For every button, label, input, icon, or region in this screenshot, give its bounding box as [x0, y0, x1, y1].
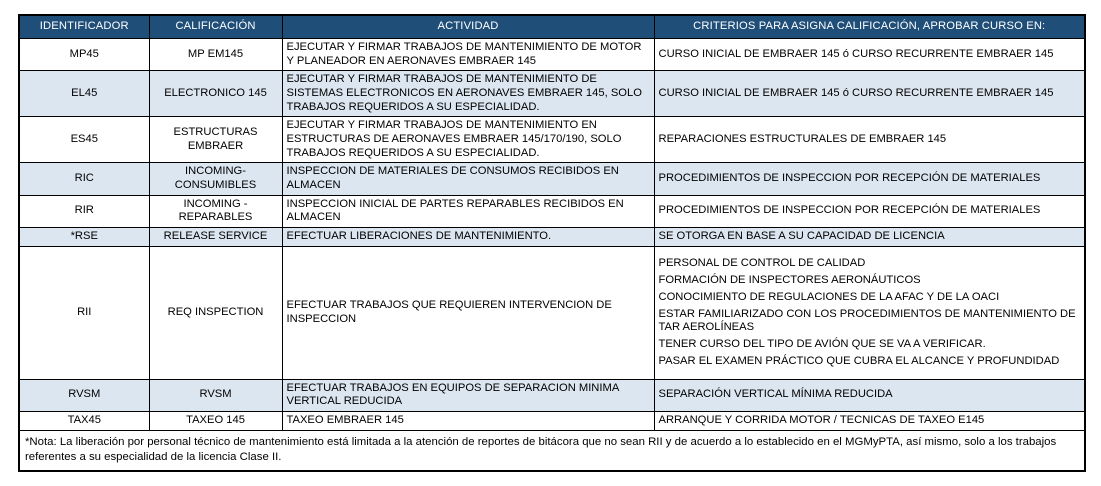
cell-calificacion: RELEASE SERVICE	[149, 227, 282, 246]
table-header	[19, 15, 1085, 39]
cell-actividad: EJECUTAR Y FIRMAR TRABAJOS DE MANTENIMIENTO DE MOTOR Y PLANEADOR EN AERONAVES EMBRAER 145	[282, 39, 654, 71]
cell-identificador: RIC	[19, 163, 149, 195]
cell-actividad: EJECUTAR Y FIRMAR TRABAJOS DE MANTENIMIENTO DE SISTEMAS ELECTRONICOS EN AERONAVES EMBRAER 145, SOLO TRABAJOS REQUERIDOS A SU ESPECIALIDAD.	[282, 71, 654, 117]
cell-calificacion: TAXEO 145	[149, 411, 282, 430]
cell-criterios: CURSO INICIAL DE EMBRAER 145 ó CURSO RECURRENTE EMBRAER 145	[654, 71, 1085, 117]
cell-actividad: INSPECCION DE MATERIALES DE CONSUMOS RECIBIDOS EN ALMACEN	[282, 163, 654, 195]
cell-criterios: REPARACIONES ESTRUCTURALES DE EMBRAER 145	[654, 117, 1085, 163]
footnote-text: *Nota: La liberación por personal técnico de mantenimiento está limitada a la atención de reportes de bitácora que no sean RII y de acuerdo a lo establecido en el MGMyPTA, así mismo, solo a los trabajos referentes a su especialidad de la licencia Clase II.	[25, 435, 1057, 463]
cell-identificador: ES45	[19, 117, 149, 163]
column-header-calificacion: CALIFICACIÓN	[149, 15, 282, 39]
cell-criterios: SE OTORGA EN BASE A SU CAPACIDAD DE LICENCIA	[654, 227, 1085, 246]
cell-actividad: EFECTUAR TRABAJOS EN EQUIPOS DE SEPARACION MINIMA VERTICAL REDUCIDA	[282, 379, 654, 411]
cell-actividad: TAXEO EMBRAER 145	[282, 411, 654, 430]
criterio-item: ESTAR FAMILIARIZADO CON LOS PROCEDIMIENTOS DE MANTENIMIENTO DE TAR AEROLÍNEAS	[658, 307, 1076, 333]
cell-identificador: *RSE	[19, 227, 149, 246]
table-row	[19, 195, 1085, 227]
cell-calificacion: REQ INSPECTION	[149, 246, 282, 379]
qualification-table	[18, 14, 1086, 472]
criterio-item: TENER CURSO DEL TIPO DE AVIÓN QUE SE VA A VERIFICAR.	[658, 337, 986, 350]
cell-actividad: INSPECCION INICIAL DE PARTES REPARABLES RECIBIDOS EN ALMACEN	[282, 195, 654, 227]
table-body	[19, 39, 1085, 472]
cell-criterios: PROCEDIMIENTOS DE INSPECCION POR RECEPCIÓN DE MATERIALES	[654, 163, 1085, 195]
cell-criterios: SEPARACIÓN VERTICAL MÍNIMA REDUCIDA	[654, 379, 1085, 411]
footnote-cell	[19, 430, 1085, 471]
cell-calificacion: ESTRUCTURAS EMBRAER	[149, 117, 282, 163]
cell-identificador: EL45	[19, 71, 149, 117]
cell-criterios: ARRANQUE Y CORRIDA MOTOR / TECNICAS DE TAXEO E145	[654, 411, 1085, 430]
cell-identificador: TAX45	[19, 411, 149, 430]
cell-calificacion: ELECTRONICO 145	[149, 71, 282, 117]
cell-identificador: RVSM	[19, 379, 149, 411]
column-header-criterios: CRITERIOS PARA ASIGNA CALIFICACIÓN, APROBAR CURSO EN:	[654, 15, 1085, 39]
cell-criterios: CURSO INICIAL DE EMBRAER 145 ó CURSO RECURRENTE EMBRAER 145	[654, 39, 1085, 71]
table-row	[19, 39, 1085, 71]
criterio-item: CONOCIMIENTO DE REGULACIONES DE LA AFAC Y DE LA OACI	[658, 290, 1000, 303]
cell-actividad: EFECTUAR TRABAJOS QUE REQUIEREN INTERVENCION DE INSPECCION	[282, 246, 654, 379]
header-row	[19, 15, 1085, 39]
table-row	[19, 71, 1085, 117]
criterio-item: PERSONAL DE CONTROL DE CALIDAD	[658, 256, 866, 269]
cell-actividad: EJECUTAR Y FIRMAR TRABAJOS DE MANTENIMIENTO EN ESTRUCTURAS DE AERONAVES EMBRAER 145/170/190, SOLO TRABAJOS REQUERIDOS A SU ESPECIALIDAD.	[282, 117, 654, 163]
table-row	[19, 246, 1085, 379]
table-row	[19, 117, 1085, 163]
cell-criterios-list	[654, 246, 1085, 379]
criterio-item: PASAR EL EXAMEN PRÁCTICO QUE CUBRA EL ALCANCE Y PROFUNDIDAD	[658, 354, 1060, 367]
table-row	[19, 411, 1085, 430]
cell-calificacion: MP EM145	[149, 39, 282, 71]
cell-calificacion: INCOMING-CONSUMIBLES	[149, 163, 282, 195]
cell-actividad: EFECTUAR LIBERACIONES DE MANTENIMIENTO.	[282, 227, 654, 246]
table-row	[19, 379, 1085, 411]
cell-identificador: RIR	[19, 195, 149, 227]
cell-identificador: MP45	[19, 39, 149, 71]
table-row	[19, 227, 1085, 246]
cell-calificacion: INCOMING - REPARABLES	[149, 195, 282, 227]
column-header-identificador: IDENTIFICADOR	[19, 15, 149, 39]
table-note-row	[19, 430, 1085, 471]
cell-criterios: PROCEDIMIENTOS DE INSPECCION POR RECEPCIÓN DE MATERIALES	[654, 195, 1085, 227]
column-header-actividad: ACTIVIDAD	[282, 15, 654, 39]
cell-calificacion: RVSM	[149, 379, 282, 411]
cell-identificador: RII	[19, 246, 149, 379]
table-row	[19, 163, 1085, 195]
criterio-item: FORMACIÓN DE INSPECTORES AERONÁUTICOS	[658, 273, 921, 286]
